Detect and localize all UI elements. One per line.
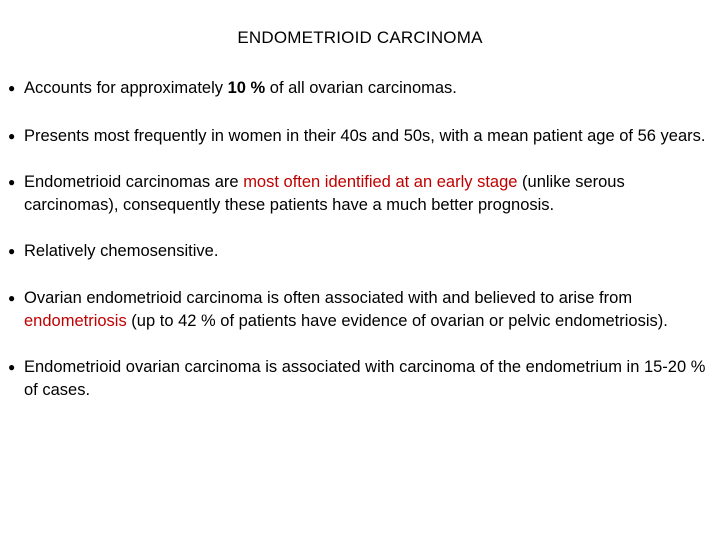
bullet-text: Ovarian endometrioid carcinoma is often associated with and believed to arise from: [24, 289, 633, 307]
bullet-dot-icon: ●: [8, 291, 16, 305]
bullet-list: [8, 77, 713, 402]
bullet-item: [8, 171, 713, 217]
bullet-emphasis: 10 %: [227, 79, 266, 97]
bullet-text: of all ovarian carcinomas.: [265, 79, 457, 97]
bullet-highlight: endometriosis: [24, 312, 127, 330]
bullet-text: Endometrioid ovarian carcinoma is associated with carcinoma of the endometrium in 15-20 % of cases.: [24, 358, 706, 399]
bullet-dot-icon: ●: [8, 360, 16, 374]
bullet-highlight: most often identified at an early stage: [243, 173, 518, 191]
bullet-item: [8, 125, 713, 148]
bullet-text: (unlike serous carcinomas), consequently these patients have a much better prognosis.: [24, 173, 625, 214]
bullet-dot-icon: ●: [8, 244, 16, 258]
bullet-dot-icon: ●: [8, 175, 16, 189]
bullet-text: Accounts for approximately: [24, 79, 228, 97]
slide-title: ENDOMETRIOID CARCINOMA: [237, 28, 483, 47]
bullet-item: [8, 356, 713, 402]
bullet-item: [8, 240, 713, 263]
bullet-text: Presents most frequently in women in their 40s and 50s, with a mean patient age of 56 years.: [24, 127, 706, 145]
bullet-text: Relatively chemosensitive.: [24, 242, 219, 260]
bullet-dot-icon: ●: [8, 129, 16, 143]
bullet-item: [8, 77, 713, 100]
bullet-item: [8, 287, 713, 333]
bullet-text: Endometrioid carcinomas are: [24, 173, 244, 191]
bullet-text: (up to 42 % of patients have evidence of ovarian or pelvic endometriosis).: [126, 312, 668, 330]
bullet-dot-icon: ●: [8, 81, 16, 95]
